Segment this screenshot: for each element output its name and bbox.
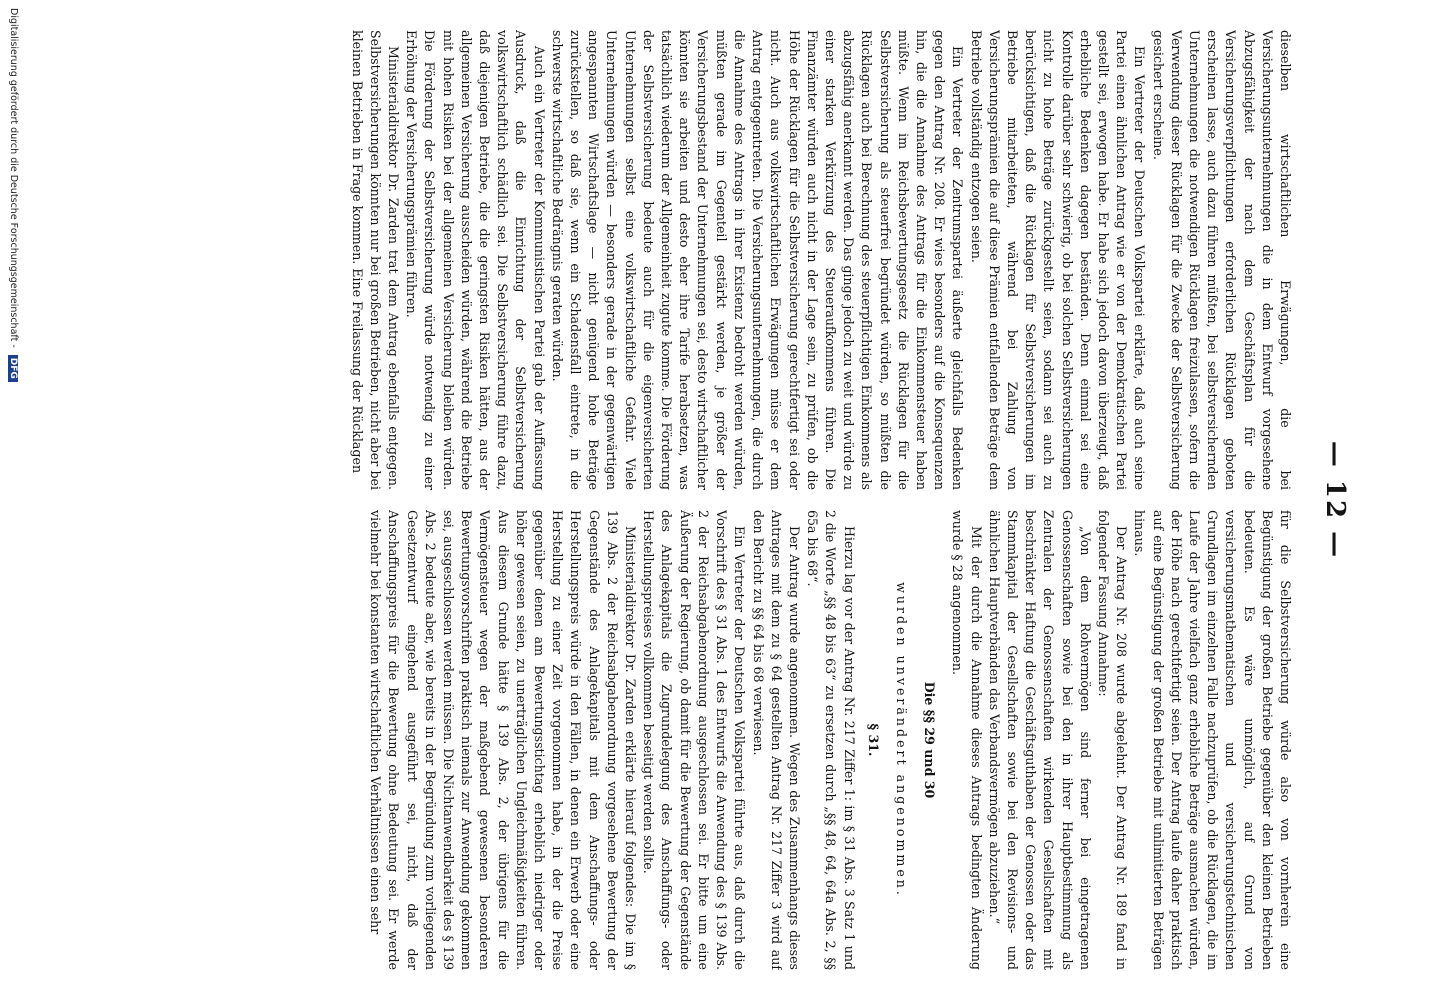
paragraph: Hierzu lag vor der Antrag Nr. 217 Ziffer 1: im § 31 Abs. 3 Satz 1 und 2 die Worte „§§ 48 bis 63“ zu ersetzen durch „§§ 48, 64, 64a Abs. 2, §§ 65a bis 68“. — [805, 510, 857, 970]
right-column — [184, 510, 1294, 970]
paragraph: Der Antrag Nr. 208 wurde abgelehnt. Der Antrag Nr. 189 fand in folgender Fassung Annahme: — [1095, 510, 1130, 970]
quoted-paragraph: „Von dem Rohvermögen sind ferner bei eingetragenen Genossenschaften sowie bei den in ihrer Hauptbestimmung als Zentralen der Genossenschaften wirkenden Gesellschaften mit beschränkter Haftung die Geschäftsguthaben der Genossen oder das Stammkapital der Gesellschaften sowie bei den Revisions- und ähnlichen Hauptverbänden das Verbandsvermögen abzuziehen.“ — [986, 510, 1093, 970]
paragraph: Ein Vertreter der Deutschen Volkspartei führte aus, daß durch die Vorschrift des § 31 Abs. 1 des Entwurfs die Anwendung des § 139 Abs. 2 der Reichsabgabenordnung ausgeschlossen sei. Er bitte um eine Äußerung der Regierung, ob damit für die Bewertung der Gegenstände des Anlagekapitals die Zugrundelegung des Anschaffungs- oder Herstellungspreises vollkommen beseitigt werden sollte. — [641, 510, 748, 970]
section-heading: § 31. — [865, 723, 881, 757]
paragraph: Ein Vertreter der Zentrumspartei äußerte gleichfalls Bedenken gegen den Antrag Nr. 208. Er wies besonders auf die Konsequenzen hin, die die Annahme des Antrags für die Einkommensteuer haben müßte. Wenn im Reichsbewertungsgesetz die Rücklagen für die Selbstversicherung als steuerfrei begründet würden, so müßten die Rücklagen auch bei Berechnung des steuerpflichtigen Einkommens als abzugsfähig anerkannt werden. Das ginge jedoch zu weit und würde zu einer starken Verkürzung des Steueraufkommens führen. Die Finanzämter würden auch nicht in der Lage sein, zu prüfen, ob die Höhe der Rücklagen für die Selbstversicherung gerechtfertigt sei oder nicht. Auch aus volkswirtschaftlichen Erwägungen müsse er dem Antrag entgegentreten. Die Versicherungsunternehmungen, die durch die Annahme des Antrags in ihrer Existenz bedroht werden würden, müßten gerade im Gegenteil gestärkt werden, je größer der Versicherungsbestand der Unternehmungen sei, desto wirtschaftlicher könnten sie arbeiten und desto eher ihre Tarife herabsetzen, was tatsächlich wiederum der Allgemeinheit zugute komme. Die Förderung der Selbstversicherung bedeute auch für die eigenversicherten Unternehmungen selbst eine volkswirtschaftliche Gefahr. Viele Unternehmungen würden — besonders gerade in der gegenwärtigen angespannten Wirtschaftslage — nicht genügend hohe Beträge zurückstellen, so daß sie, wenn ein Schadensfall eintrete, in die schwerste wirtschaftliche Bedrängnis geraten würden. — [549, 30, 966, 490]
paragraph: Ministerialdirektor Dr. Zarden trat dem Antrag ebenfalls entgegen. Selbstversicherungen könnten nur bei großen Betrieben, nicht aber bei kleinen Betrieben in Frage kommen. Eine Freilassung der Rücklagen — [349, 30, 402, 490]
page-number: — 12 — — [1320, 440, 1350, 560]
paragraph: Ministerialdirektor Dr. Zarden erklärte hierauf folgendes: Die im § 139 Abs. 2 der Reichsabgabenordnung vorgesehene Bewertung der Gegenstände des Anlagekapitals mit dem Anschaffungs- oder Herstellungspreis würde in den Fällen, in denen ein Erwerb oder eine Herstellung zu einer Zeit vorgenommen habe, in der die Preise gegenüber denen am Bewertungsstichtag erheblich niedriger oder höher gewesen seien, zu unerträglichen Ungleichmäßigkeiten führen. Aus diesem Grunde hätte § 139 Abs. 2, der übrigens für die Vermögensteuer wegen der maßgebend gewesenen besonderen Bewertungsvorschriften praktisch niemals zur Anwendung gekommen sei, ausgeschlossen werden müssen. Die Nichtanwendbarkeit des § 139 Abs. 2 bedeute aber, wie bereits in der Begründung zum vorliegenden Gesetzentwurf eingehend ausgeführt sei, nicht, daß der Anschaffungspreis für die Bewertung ohne Bedeutung sei. Er werde vielmehr bei konstanten wirtschaftlichen Verhältnissen einen sehr — [368, 510, 639, 970]
dfg-logo: DFG — [8, 355, 18, 382]
paragraph: dieselben wirtschaftlichen Erwägungen, die bei Versicherungsunternehmungen die in dem Entwurf vorgesehene Abzugsfähigkeit der nach dem Geschäftsplan für die Versicherungsverpflichtungen erforderlichen Rücklagen geboten erscheinen lasse, auch dazu führen müßten, bei selbstversichernden Unternehmungen die notwendigen Rücklagen freizulassen, sofern die Verwendung dieser Rücklagen für die Zwecke der Selbstversicherung gesichert erscheine. — [1150, 30, 1293, 490]
paragraph: Mit der durch die Annahme dieses Antrags bedingten Änderung wurde § 28 angenommen. — [950, 510, 984, 970]
paragraph: Ein Vertreter der Deutschen Volkspartei erklärte, daß auch seine Partei einen ähnlichen Antrag wie er von der Demokratischen Partei gestellt sei, erwogen habe. Er habe sich jedoch davon überzeugt, daß erhebliche Bedenken dagegen beständen. Denn einmal sei eine Kontrolle darüber sehr schwierig, ob bei solchen Selbstversicherungen nicht zu hohe Beträge zurückgestellt seien, sodann sei auch zu berücksichtigen, daß die Rücklagen für Selbstversicherungen im Betriebe mitarbeiteten, während bei Zahlung von Versicherungsprämien die auf diese Prämien entfallenden Beträge dem Betriebe vollständig entzogen seien. — [968, 30, 1148, 490]
section-heading: Die §§ 29 und 30 — [922, 681, 938, 799]
credit-text: Digitalisierung gefördert durch die Deutsche Forschungsgemeinschaft - — [8, 8, 19, 348]
paragraph: Der Antrag wurde angenommen. Wegen des Zusammenhangs dieses Antrages mit dem zu § 64 gestellten Antrag Nr. 217 Ziffer 3 wird auf den Bericht zu §§ 64 bis 68 verwiesen. — [750, 510, 802, 970]
left-column — [184, 30, 1294, 490]
paragraph: für die Selbstversicherung würde also von vornherein eine Begünstigung der großen Betriebe gegenüber den kleinen Betrieben bedeuten. Es wäre unmöglich, auf Grund von versicherungsmathematischen und versicherungstechnischen Grundlagen im einzelnen Falle nachzuprüfen, ob die Rücklagen, die im Laufe der Jahre vielfach ganz erhebliche Beträge ausmachen würden, der Höhe nach gerechtfertigt seien. Der Antrag laufe daher praktisch auf eine Begünstigung der großen Betriebe mit unlimitierten Beträgen hinaus. — [1132, 510, 1293, 970]
digitization-credit — [8, 8, 19, 992]
paragraph: wurden unverändert angenommen. — [893, 582, 909, 898]
paragraph: Auch ein Vertreter der Kommunistischen Partei gab der Auffassung Ausdruck, daß die Einrichtung der Selbstversicherung volkswirtschaftlich schädlich sei. Die Selbstversicherung führe dazu, daß diejenigen Betriebe, die die geringsten Risiken hätten, aus der allgemeinen Versicherung ausscheiden würden, während die Betriebe mit hohen Risiken bei der allgemeinen Versicherung bleiben würden. Die Förderung der Selbstversicherung würde notwendig zu einer Erhöhung der Versicherungsprämien führen. — [404, 30, 547, 490]
